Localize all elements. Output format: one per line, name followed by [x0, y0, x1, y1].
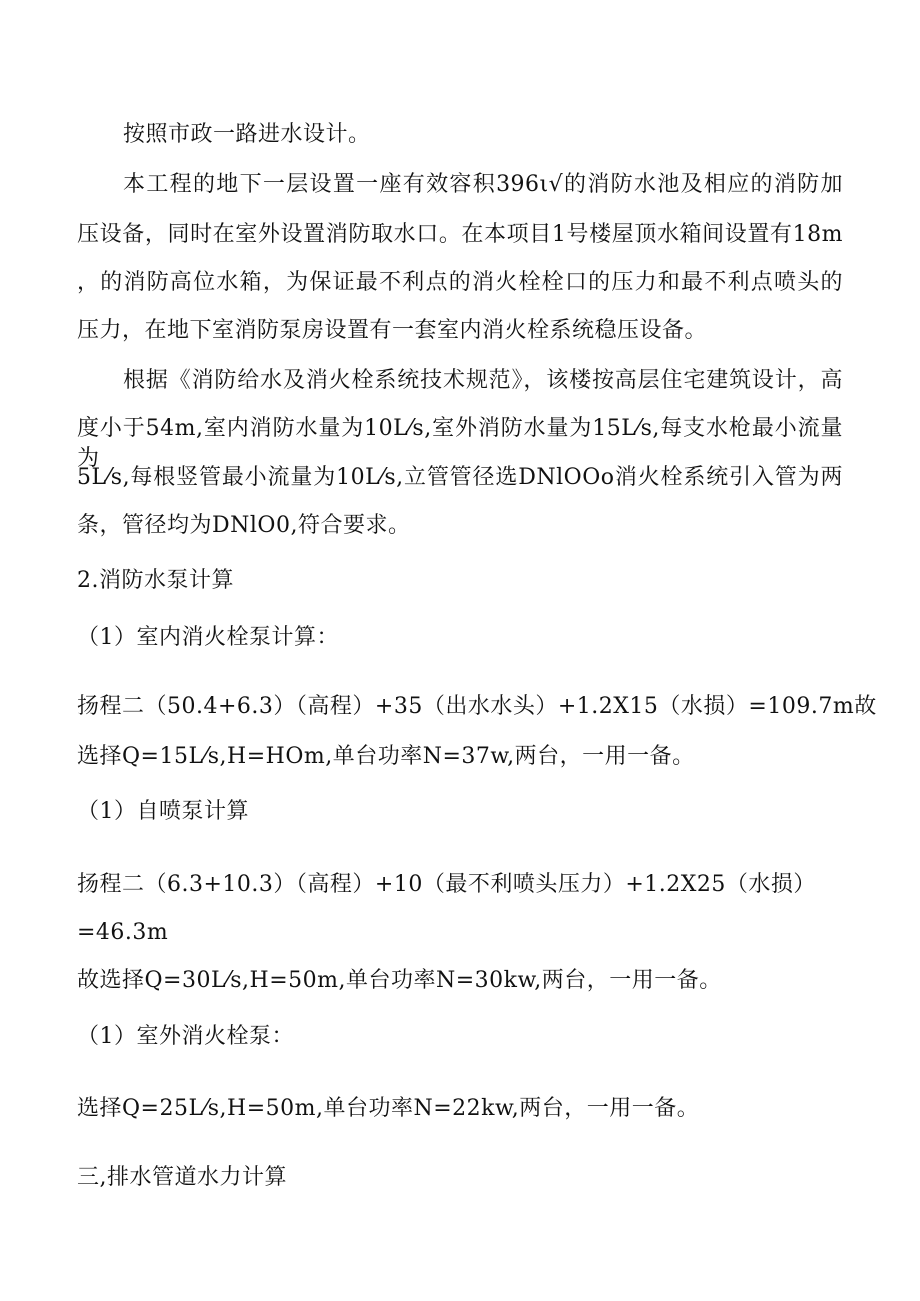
formula-line: 选择Q=15L⁄s,H=HOm,单台功率N=37w,两台，一用一备。	[77, 744, 695, 769]
paragraph-line: 根据《消防给水及消火栓系统技术规范》，该楼按高层住宅建筑设计，高	[123, 368, 843, 393]
section-heading: 2.消防水泵计算	[77, 568, 234, 593]
formula-line: 扬程二（50.4+6.3）（高程）+35（出水水头）+1.2X15（水损）=109.7m故	[77, 694, 877, 719]
subsection-heading: （1）室外消火栓泵：	[77, 1024, 294, 1049]
formula-line: =46.3m	[77, 920, 169, 945]
subsection-heading: （1）室内消火栓泵计算：	[77, 625, 339, 650]
paragraph-line: 本工程的地下一层设置一座有效容积396ι√的消防水池及相应的消防加	[123, 172, 843, 197]
paragraph-line: 条，管径均为DNlO0,符合要求。	[77, 513, 411, 538]
paragraph-line: 按照市政一路进水设计。	[123, 122, 371, 147]
paragraph-line: 度小于54m,室内消防水量为10L⁄s,室外消防水量为15L⁄s,每支水枪最小流量为	[77, 416, 843, 471]
formula-line: 故选择Q=30L⁄s,H=50m,单台功率N=30kw,两台，一用一备。	[77, 968, 722, 993]
section-heading: 三,排水管道水力计算	[77, 1165, 287, 1190]
paragraph-line: 5L⁄s,每根竖管最小流量为10L⁄s,立管管径选DNlOOo消火栓系统引入管为两	[77, 465, 843, 490]
paragraph-line: 压设备，同时在室外设置消防取水口。在本项目1号楼屋顶水箱间设置有18m	[77, 222, 843, 247]
formula-line: 扬程二（6.3+10.3）（高程）+10（最不利喷头压力）+1.2X25（水损）	[77, 872, 816, 897]
formula-line: 选择Q=25L⁄s,H=50m,单台功率N=22kw,两台，一用一备。	[77, 1096, 700, 1121]
paragraph-line: 压力，在地下室消防泵房设置有一套室内消火栓系统稳压设备。	[77, 318, 708, 343]
paragraph-line: ，的消防高位水箱，为保证最不利点的消火栓栓口的压力和最不利点喷头的	[77, 270, 843, 295]
subsection-heading: （1）自喷泵计算	[77, 799, 249, 824]
